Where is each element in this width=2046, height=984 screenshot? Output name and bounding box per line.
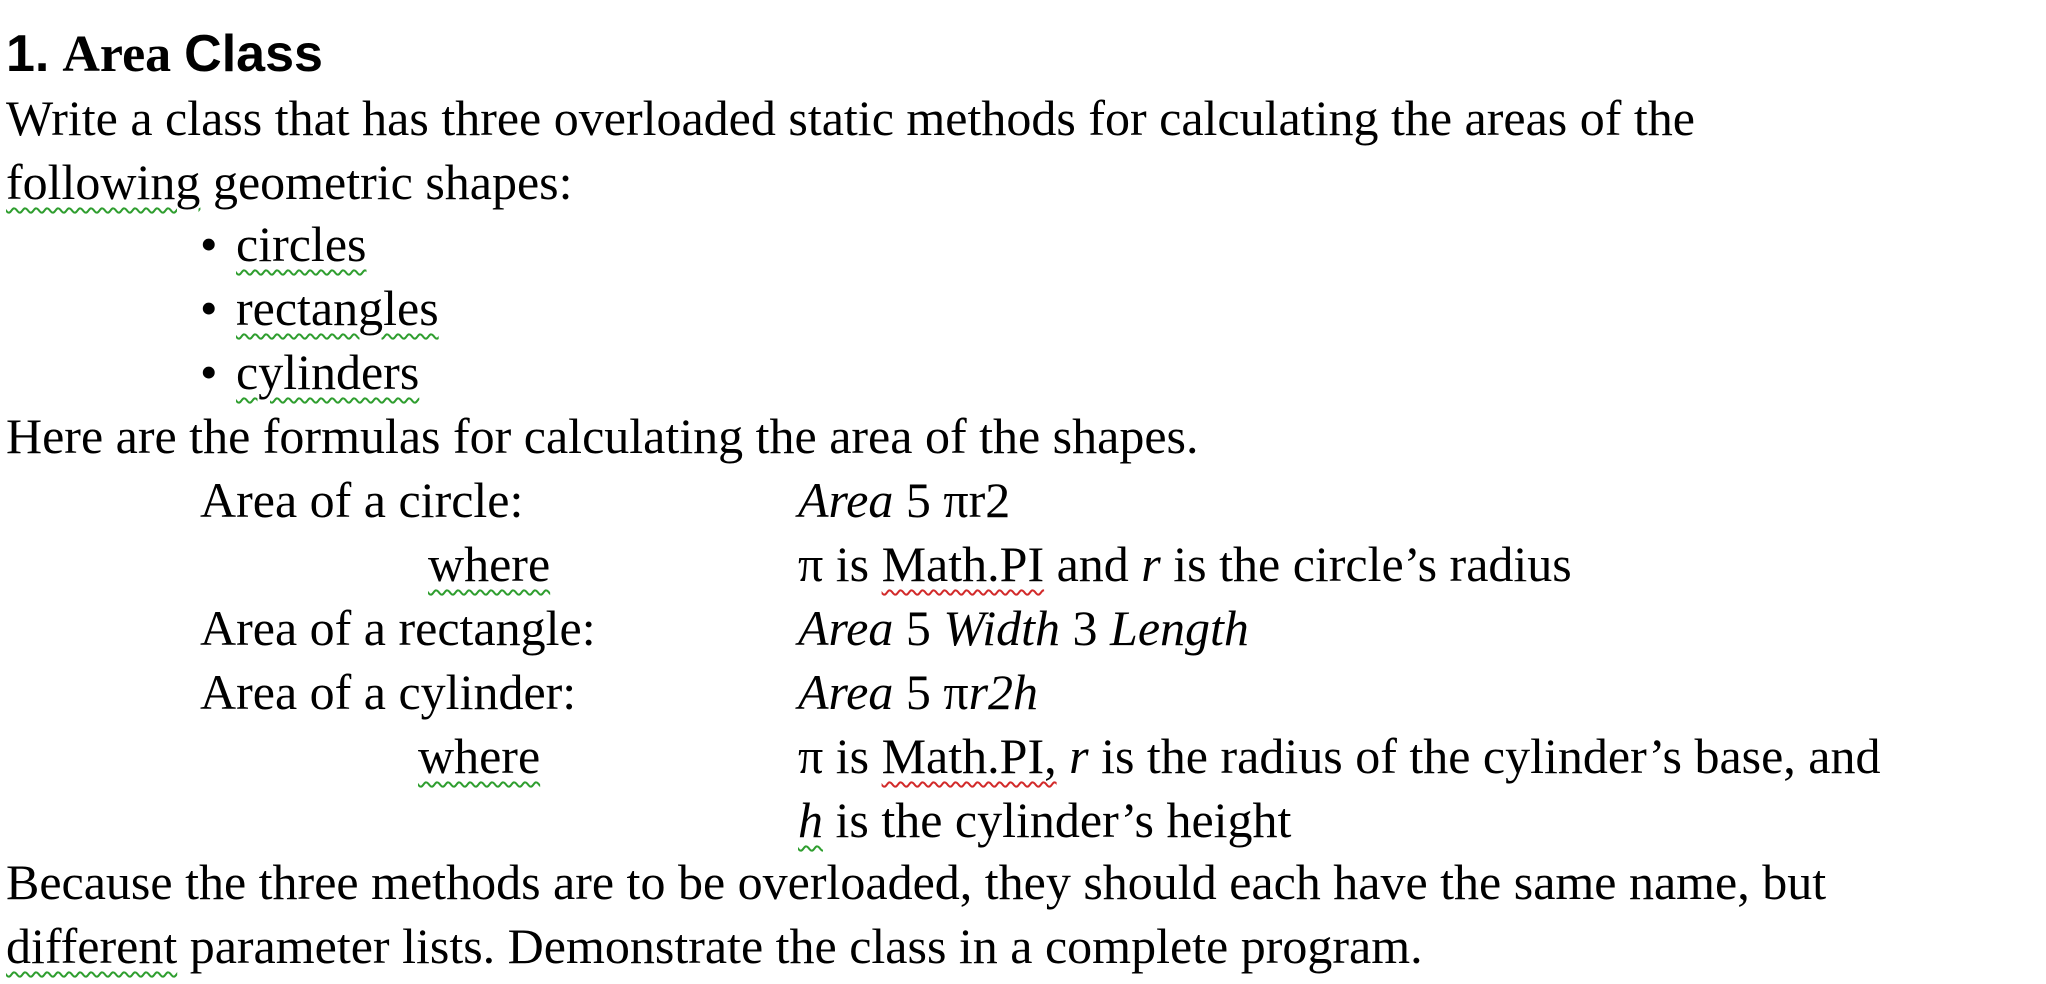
section-title — [6, 22, 323, 87]
closing-line-2-rest: parameter lists. Demonstrate the class in a complete program. — [177, 918, 1423, 974]
title-number: 1. — [6, 25, 50, 83]
cyl-where-mathpi: Math.PI, — [881, 728, 1057, 784]
circle-label: Area of a circle: — [200, 472, 524, 528]
bullet-dot: • — [200, 344, 218, 400]
rect-formula-length: Length — [1110, 600, 1249, 656]
cylinder-height-desc — [798, 788, 1291, 852]
cylinder-label: Area of a cylinder: — [200, 664, 577, 720]
rectangle-formula — [798, 596, 1249, 660]
cyl-formula-r2h: r2h — [968, 664, 1039, 720]
title-word-class: Class — [184, 25, 323, 83]
rectangle-label: Area of a rectangle: — [200, 600, 596, 656]
circle-where-word: where — [428, 536, 551, 592]
circle-where-mathpi: Math.PI — [881, 536, 1045, 592]
title-word-area: Area — [62, 26, 172, 83]
intro-line-2-rest: geometric shapes: — [200, 154, 573, 210]
rect-formula-area: Area — [798, 600, 894, 656]
rect-formula-5: 5 — [893, 600, 944, 656]
closing-line-2 — [6, 914, 1423, 978]
circle-formula-area: Area — [798, 472, 894, 528]
spell-word-following: following — [6, 154, 201, 210]
cyl-formula-5: 5 π — [893, 664, 969, 720]
cylinder-where-desc — [798, 724, 1880, 788]
bullet-text-circles: circles — [236, 216, 367, 272]
bullet-dot: • — [200, 216, 218, 272]
cylinder-where — [418, 724, 540, 788]
bullet-item — [200, 276, 439, 340]
intro-line-1: Write a class that has three overloaded static methods for calculating the areas of the — [6, 90, 1695, 146]
spell-word-different: different — [6, 918, 178, 974]
rect-formula-3: 3 — [1060, 600, 1111, 656]
cylinder-where-word: where — [418, 728, 541, 784]
circle-where-and: and — [1044, 536, 1142, 592]
circle-where — [428, 532, 550, 596]
rect-formula-width: Width — [943, 600, 1061, 656]
circle-where-rest: is the circle’s radius — [1160, 536, 1572, 592]
cyl-formula-area: Area — [798, 664, 894, 720]
bullet-item — [200, 340, 419, 404]
bullet-dot: • — [200, 280, 218, 336]
closing-line-1: Because the three methods are to be overloaded, they should each have the same name, but — [6, 854, 1827, 910]
intro-line-2 — [6, 150, 573, 214]
circle-formula — [798, 468, 1010, 532]
cyl-h-rest: is the cylinder’s height — [823, 792, 1292, 848]
circle-where-desc — [798, 532, 1572, 596]
formulas-intro: Here are the formulas for calculating the area of the shapes. — [6, 408, 1199, 464]
circle-formula-rest: 5 πr2 — [893, 472, 1011, 528]
cyl-where-rest: is the radius of the cylinder’s base, and — [1088, 728, 1881, 784]
circle-where-pi: π is — [798, 536, 882, 592]
bullet-item — [200, 212, 366, 276]
bullet-text-cylinders: cylinders — [236, 344, 420, 400]
cyl-where-r: r — [1069, 728, 1089, 784]
cyl-where-pi: π is — [798, 728, 882, 784]
cyl-h: h — [798, 792, 823, 848]
circle-where-r: r — [1141, 536, 1161, 592]
cylinder-formula — [798, 660, 1038, 724]
bullet-text-rectangles: rectangles — [236, 280, 439, 336]
